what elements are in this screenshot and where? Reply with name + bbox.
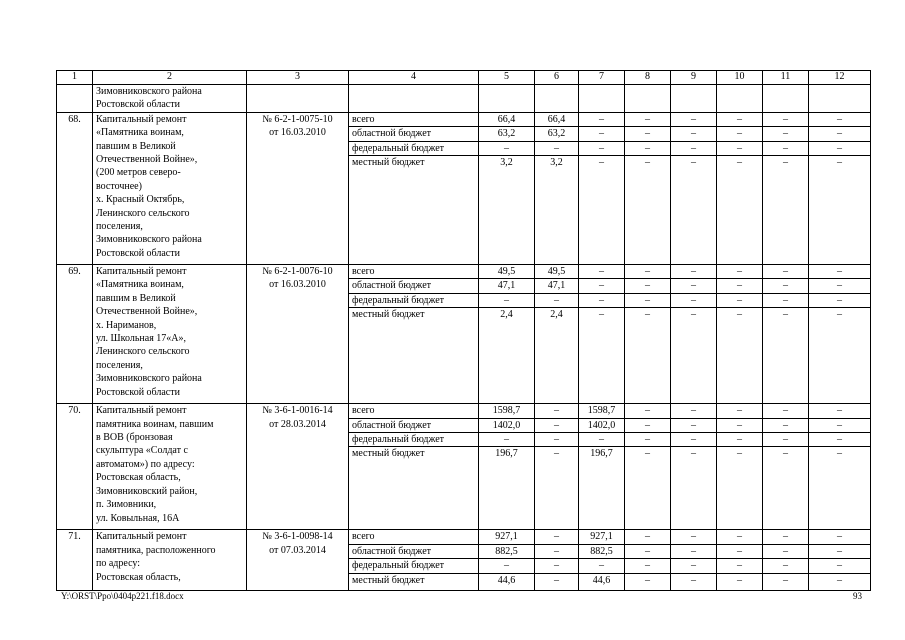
continuation-row [57, 85, 871, 113]
name-line: памятника воинам, павшим [96, 418, 214, 430]
value-cell: – [717, 141, 763, 155]
name-line: ул. Школьная 17«А», [96, 333, 187, 345]
registration-cell [247, 530, 349, 590]
value-cell: – [809, 112, 871, 126]
name-line: Зимовниковский район, [96, 485, 198, 497]
value-cell: – [717, 544, 763, 558]
value-cell: – [671, 573, 717, 590]
registration-line: № 6-2-1-0075-10 [262, 113, 333, 125]
registration-line: № 3-6-1-0098-14 [262, 531, 333, 543]
value-cell: – [579, 156, 625, 265]
value-cell: – [671, 530, 717, 544]
empty-cell [625, 85, 671, 113]
name-line: по адресу: [96, 558, 141, 570]
value-cell: – [809, 293, 871, 307]
value-cell: 196,7 [579, 447, 625, 530]
value-cell: – [671, 433, 717, 447]
name-line: Отечественной Войне», [96, 306, 198, 318]
value-cell: 1598,7 [579, 404, 625, 418]
name-line: Капитальный ремонт [96, 405, 187, 417]
value-cell: – [763, 573, 809, 590]
value-cell: – [671, 156, 717, 265]
object-row [57, 112, 871, 126]
value-cell: – [763, 308, 809, 404]
value-cell: – [809, 279, 871, 293]
value-cell: – [579, 308, 625, 404]
funding-source-cell: всего [349, 404, 479, 418]
value-cell: – [717, 156, 763, 265]
registration-line: от 16.03.2010 [269, 127, 326, 139]
name-line: х. Красный Октябрь, [96, 194, 185, 206]
value-cell: 66,4 [479, 112, 535, 126]
value-cell: – [625, 544, 671, 558]
value-cell: – [671, 308, 717, 404]
name-line: Зимовниковского района [96, 86, 202, 97]
value-cell: – [671, 265, 717, 279]
name-line: павшим в Великой [96, 292, 176, 304]
value-cell: 927,1 [579, 530, 625, 544]
value-cell: – [671, 141, 717, 155]
funding-source-cell: местный бюджет [349, 447, 479, 530]
value-cell: – [671, 447, 717, 530]
column-number-row [57, 71, 871, 85]
empty-cell [671, 85, 717, 113]
value-cell: – [763, 156, 809, 265]
continuation-name-cell [93, 85, 247, 113]
name-line: Ростовской области [96, 99, 180, 111]
value-cell: 49,5 [479, 265, 535, 279]
empty-cell [349, 85, 479, 113]
name-line: поселения, [96, 221, 143, 233]
name-line: Капитальный ремонт [96, 531, 187, 543]
value-cell: 1402,0 [579, 418, 625, 432]
value-cell: – [717, 279, 763, 293]
funding-source-cell: всего [349, 112, 479, 126]
name-line: памятника, расположенного [96, 544, 216, 556]
funding-source-cell: всего [349, 265, 479, 279]
value-cell: – [579, 141, 625, 155]
column-header: 5 [479, 71, 535, 85]
funding-source-cell: федеральный бюджет [349, 433, 479, 447]
value-cell: – [809, 544, 871, 558]
value-cell: – [579, 127, 625, 141]
value-cell: – [717, 265, 763, 279]
value-cell: – [625, 293, 671, 307]
registration-cell [247, 404, 349, 530]
object-name-cell [93, 112, 247, 264]
value-cell: – [535, 447, 579, 530]
name-line: Ростовская область, [96, 472, 181, 484]
value-cell: – [535, 544, 579, 558]
value-cell: – [763, 279, 809, 293]
row-number-cell: 71. [57, 530, 93, 590]
column-header: 9 [671, 71, 717, 85]
value-cell: – [809, 573, 871, 590]
object-name-cell [93, 404, 247, 530]
value-cell: – [717, 418, 763, 432]
name-line: (200 метров северо- [96, 167, 181, 179]
object-name-cell [93, 530, 247, 590]
value-cell: – [671, 112, 717, 126]
value-cell: – [717, 433, 763, 447]
value-cell: – [809, 447, 871, 530]
value-cell: 3,2 [479, 156, 535, 265]
value-cell: – [479, 559, 535, 573]
value-cell: – [717, 559, 763, 573]
registration-cell [247, 265, 349, 404]
object-row [57, 265, 871, 279]
value-cell: – [625, 127, 671, 141]
column-header: 2 [93, 71, 247, 85]
name-line: Ленинского сельского [96, 207, 190, 219]
value-cell: – [809, 433, 871, 447]
registration-cell [247, 112, 349, 264]
value-cell: – [535, 404, 579, 418]
value-cell: – [717, 127, 763, 141]
name-line: Зимовниковского района [96, 373, 202, 385]
value-cell: – [535, 530, 579, 544]
column-header: 6 [535, 71, 579, 85]
name-line: восточнее) [96, 180, 142, 192]
value-cell: – [625, 530, 671, 544]
column-header: 7 [579, 71, 625, 85]
value-cell: – [535, 141, 579, 155]
funding-source-cell: всего [349, 530, 479, 544]
value-cell: – [763, 418, 809, 432]
column-header: 12 [809, 71, 871, 85]
row-number-cell: 68. [57, 112, 93, 264]
empty-cell [717, 85, 763, 113]
object-row [57, 404, 871, 418]
name-line: х. Нариманов, [96, 319, 157, 331]
column-header: 3 [247, 71, 349, 85]
empty-cell [479, 85, 535, 113]
value-cell: – [809, 404, 871, 418]
empty-cell [579, 85, 625, 113]
name-line: Зимовниковского района [96, 234, 202, 246]
name-line: Ростовская область, [96, 571, 181, 583]
row-number-cell: 70. [57, 404, 93, 530]
column-header: 8 [625, 71, 671, 85]
value-cell: – [763, 447, 809, 530]
funding-source-cell: местный бюджет [349, 156, 479, 265]
value-cell: 47,1 [535, 279, 579, 293]
empty-cell [763, 85, 809, 113]
value-cell: – [763, 293, 809, 307]
value-cell: – [717, 447, 763, 530]
value-cell: – [763, 433, 809, 447]
value-cell: – [625, 141, 671, 155]
value-cell: – [479, 293, 535, 307]
value-cell: – [717, 404, 763, 418]
registration-line: от 07.03.2014 [269, 544, 326, 556]
value-cell: – [579, 279, 625, 293]
funding-source-cell: федеральный бюджет [349, 141, 479, 155]
value-cell: – [579, 293, 625, 307]
registration-line: № 6-2-1-0076-10 [262, 266, 333, 278]
empty-cell [809, 85, 871, 113]
value-cell: – [625, 573, 671, 590]
value-cell: 44,6 [479, 573, 535, 590]
name-line: Ростовской области [96, 247, 180, 259]
name-line: «Памятника воинам, [96, 279, 184, 291]
value-cell: – [763, 544, 809, 558]
object-row [57, 530, 871, 544]
value-cell: – [625, 433, 671, 447]
value-cell: – [717, 308, 763, 404]
name-line: Капитальный ремонт [96, 113, 187, 125]
value-cell: – [809, 559, 871, 573]
registration-line: № 3-6-1-0016-14 [262, 405, 333, 417]
value-cell: – [763, 559, 809, 573]
value-cell: 882,5 [579, 544, 625, 558]
name-line: в ВОВ (бронзовая [96, 432, 173, 444]
value-cell: – [671, 404, 717, 418]
value-cell: 66,4 [535, 112, 579, 126]
value-cell: – [479, 141, 535, 155]
value-cell: – [717, 573, 763, 590]
value-cell: 882,5 [479, 544, 535, 558]
registration-line: от 28.03.2014 [269, 418, 326, 430]
value-cell: – [809, 530, 871, 544]
name-line: поселения, [96, 359, 143, 371]
value-cell: 2,4 [535, 308, 579, 404]
value-cell: – [535, 293, 579, 307]
value-cell: – [671, 127, 717, 141]
value-cell: – [625, 279, 671, 293]
column-header: 4 [349, 71, 479, 85]
value-cell: – [671, 279, 717, 293]
value-cell: 196,7 [479, 447, 535, 530]
value-cell: – [479, 433, 535, 447]
name-line: Ленинского сельского [96, 346, 190, 358]
funding-source-cell: областной бюджет [349, 127, 479, 141]
value-cell: – [579, 112, 625, 126]
empty-cell [57, 85, 93, 113]
value-cell: – [671, 418, 717, 432]
empty-cell [247, 85, 349, 113]
value-cell: – [579, 433, 625, 447]
name-line: «Памятника воинам, [96, 127, 184, 139]
value-cell: – [671, 293, 717, 307]
name-line: Ростовской области [96, 386, 180, 398]
value-cell: – [809, 141, 871, 155]
value-cell: – [763, 265, 809, 279]
value-cell: – [809, 265, 871, 279]
value-cell: – [535, 573, 579, 590]
value-cell: 3,2 [535, 156, 579, 265]
value-cell: – [809, 156, 871, 265]
value-cell: – [579, 559, 625, 573]
registration-line: от 16.03.2010 [269, 279, 326, 291]
name-line: скульптура «Солдат с [96, 445, 188, 457]
budget-table [56, 70, 871, 591]
value-cell: 47,1 [479, 279, 535, 293]
value-cell: – [809, 418, 871, 432]
column-header: 11 [763, 71, 809, 85]
value-cell: – [763, 530, 809, 544]
funding-source-cell: местный бюджет [349, 308, 479, 404]
value-cell: – [579, 265, 625, 279]
value-cell: – [625, 265, 671, 279]
funding-source-cell: областной бюджет [349, 544, 479, 558]
value-cell: 1402,0 [479, 418, 535, 432]
value-cell: – [535, 433, 579, 447]
row-number-cell: 69. [57, 265, 93, 404]
value-cell: – [625, 447, 671, 530]
name-line: Капитальный ремонт [96, 266, 187, 278]
value-cell: 2,4 [479, 308, 535, 404]
name-line: ул. Ковыльная, 16А [96, 512, 180, 524]
funding-source-cell: местный бюджет [349, 573, 479, 590]
value-cell: – [717, 530, 763, 544]
funding-source-cell: федеральный бюджет [349, 293, 479, 307]
footer-file-path: Y:\ORST\Ppo\0404p221.f18.docx [61, 591, 184, 601]
funding-source-cell: областной бюджет [349, 279, 479, 293]
table-body [57, 85, 871, 591]
value-cell: 927,1 [479, 530, 535, 544]
value-cell: – [717, 293, 763, 307]
name-line: п. Зимовники, [96, 499, 157, 511]
value-cell: – [763, 141, 809, 155]
value-cell: – [625, 404, 671, 418]
value-cell: – [535, 418, 579, 432]
value-cell: – [763, 112, 809, 126]
value-cell: – [809, 127, 871, 141]
object-name-cell [93, 265, 247, 404]
value-cell: – [625, 308, 671, 404]
column-header: 10 [717, 71, 763, 85]
empty-cell [535, 85, 579, 113]
name-line: Отечественной Войне», [96, 154, 198, 166]
value-cell: – [763, 404, 809, 418]
value-cell: – [625, 418, 671, 432]
value-cell: – [625, 156, 671, 265]
value-cell: – [717, 112, 763, 126]
funding-source-cell: областной бюджет [349, 418, 479, 432]
value-cell: 63,2 [479, 127, 535, 141]
funding-source-cell: федеральный бюджет [349, 559, 479, 573]
value-cell: – [763, 127, 809, 141]
value-cell: – [625, 559, 671, 573]
value-cell: – [625, 112, 671, 126]
value-cell: 63,2 [535, 127, 579, 141]
name-line: автоматом») по адресу: [96, 458, 195, 470]
value-cell: – [671, 559, 717, 573]
value-cell: – [671, 544, 717, 558]
footer-page-number: 93 [853, 591, 862, 601]
value-cell: 1598,7 [479, 404, 535, 418]
value-cell: – [535, 559, 579, 573]
column-header: 1 [57, 71, 93, 85]
name-line: павшим в Великой [96, 140, 176, 152]
value-cell: 44,6 [579, 573, 625, 590]
value-cell: 49,5 [535, 265, 579, 279]
value-cell: – [809, 308, 871, 404]
